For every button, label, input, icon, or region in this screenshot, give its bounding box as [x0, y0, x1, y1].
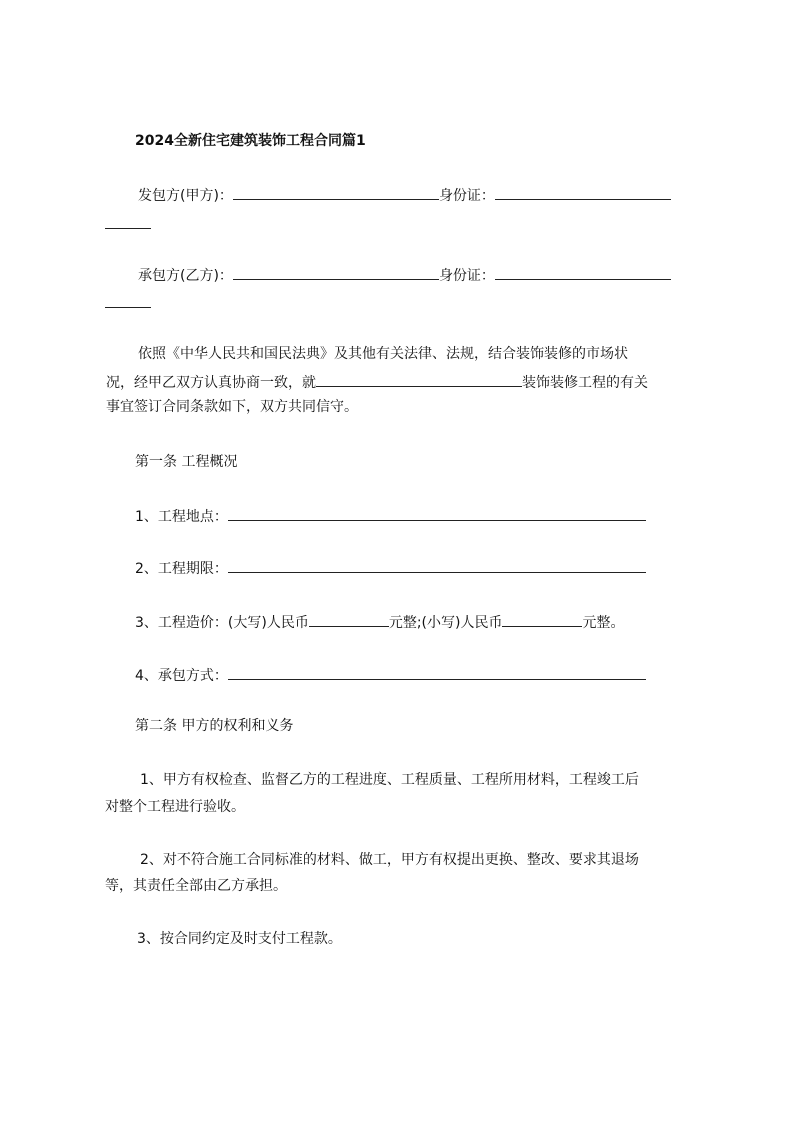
article-2-item-2-line-2: 等，其责任全部由乙方承担。 — [105, 878, 287, 894]
cost-lowercase-blank — [502, 612, 582, 627]
project-cost-mid: 元整;(小写)人民币 — [388, 615, 503, 631]
article-2-item-1-line-2: 对整个工程进行验收。 — [105, 799, 245, 815]
party-a-label: 发包方(甲方)： — [138, 188, 233, 204]
preamble-line-3: 事宜签订合同条款如下，双方共同信守。 — [106, 399, 358, 415]
party-b-row — [138, 265, 671, 285]
document-title: 2024全新住宅建筑装饰工程合同篇1 — [135, 133, 366, 149]
project-cost-label: 3、工程造价：(大写)人民币 — [135, 615, 309, 631]
party-b-id-label: 身份证： — [438, 268, 495, 284]
article-2-item-3: 3、按合同约定及时支付工程款。 — [137, 931, 342, 947]
project-period-label: 2、工程期限： — [135, 561, 228, 577]
party-b-id-blank-continued — [105, 307, 151, 308]
project-location-blank — [228, 506, 646, 521]
party-b-name-blank — [233, 265, 439, 280]
preamble-line-2 — [106, 372, 648, 392]
article-2-item-2-line-1: 2、对不符合施工合同标准的材料、做工，甲方有权提出更换、整改、要求其退场 — [140, 852, 639, 868]
party-a-id-blank-continued — [105, 228, 151, 229]
project-location-row — [135, 506, 646, 526]
preamble-line-2-post: 装饰装修工程的有关 — [522, 375, 648, 391]
cost-uppercase-blank — [309, 612, 389, 627]
party-b-id-blank — [495, 265, 671, 280]
project-period-row — [135, 558, 646, 578]
party-b-label: 承包方(乙方)： — [138, 268, 233, 284]
project-cost-end: 元整。 — [582, 615, 625, 631]
article-2-item-1-line-1: 1、甲方有权检查、监督乙方的工程进度、工程质量、工程所用材料，工程竣工后 — [140, 772, 639, 788]
party-a-row — [138, 185, 671, 205]
party-a-name-blank — [233, 185, 439, 200]
contract-method-label: 4、承包方式： — [135, 668, 228, 684]
party-a-id-blank — [495, 185, 671, 200]
preamble-line-1: 依照《中华人民共和国民法典》及其他有关法律、法规，结合装饰装修的市场状 — [138, 346, 628, 362]
party-a-id-label: 身份证： — [438, 188, 495, 204]
contract-method-blank — [228, 665, 646, 680]
article-2-heading: 第二条 甲方的权利和义务 — [135, 718, 294, 734]
contract-method-row — [135, 665, 646, 685]
project-cost-row — [135, 612, 624, 632]
preamble-line-2-pre: 况，经甲乙双方认真协商一致，就 — [106, 375, 316, 391]
project-period-blank — [228, 558, 646, 573]
project-name-blank — [316, 372, 522, 387]
article-1-heading: 第一条 工程概况 — [135, 454, 238, 470]
project-location-label: 1、工程地点： — [135, 509, 228, 525]
